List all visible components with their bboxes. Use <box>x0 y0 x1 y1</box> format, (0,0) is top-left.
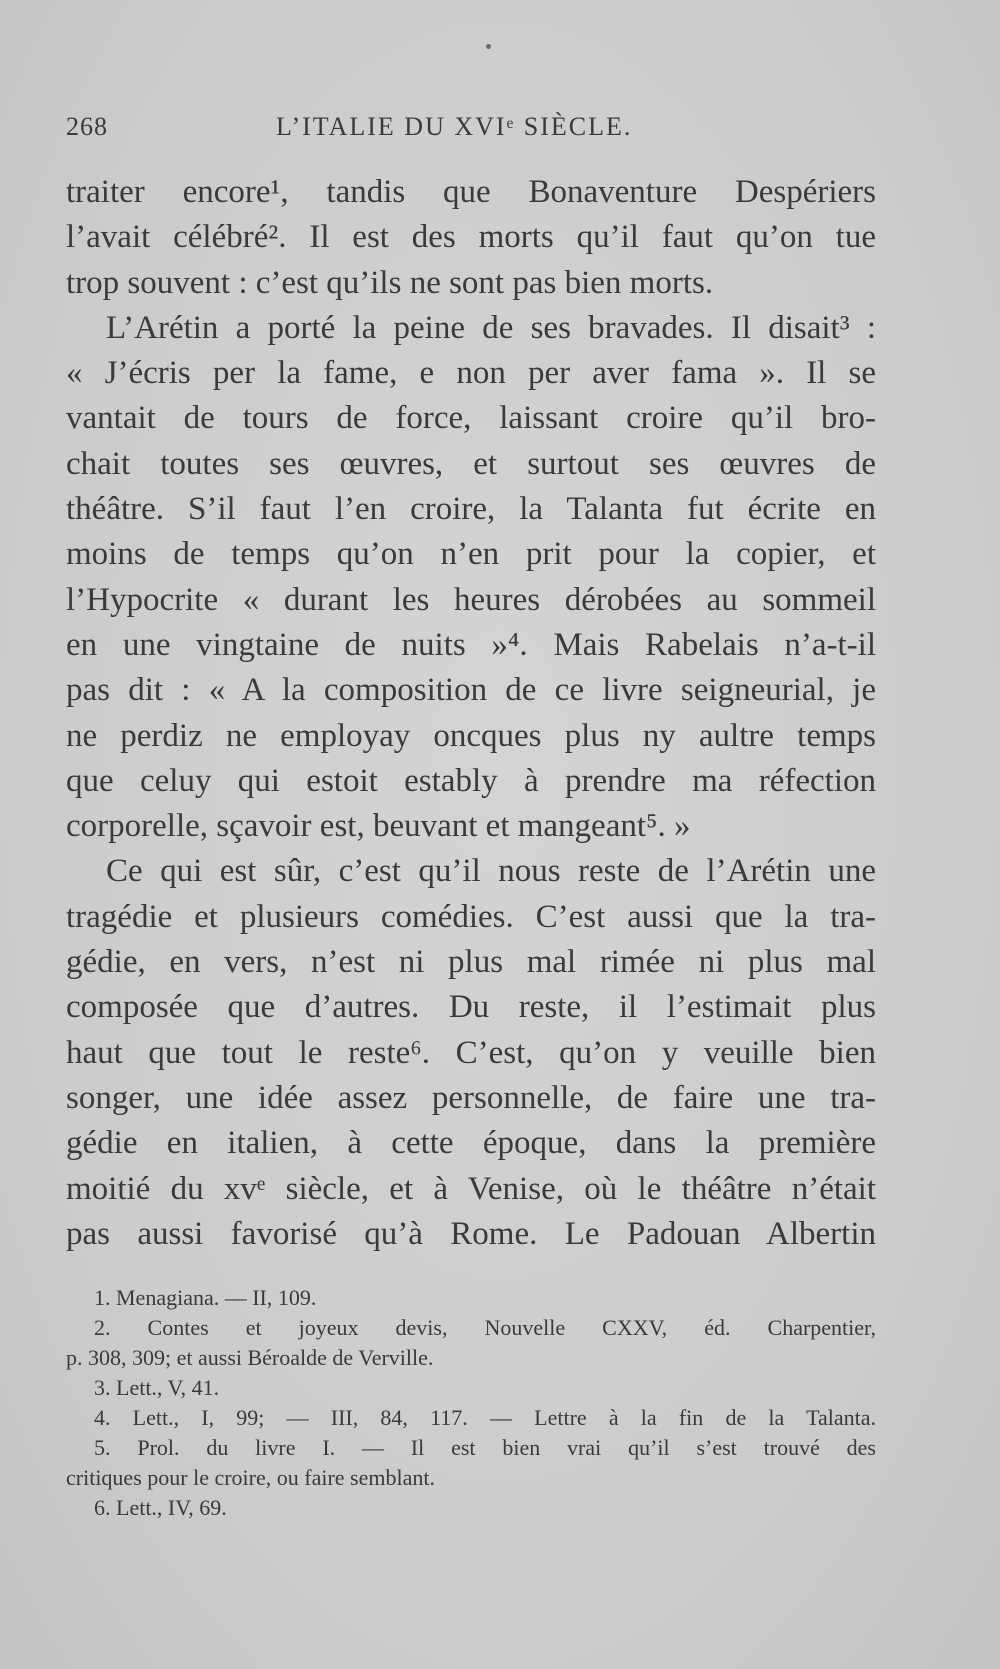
text-line: théâtre. S’il faut l’en croire, la Talanta fut écrite en <box>66 491 876 528</box>
footnote: 6. Lett., IV, 69. <box>94 1495 227 1520</box>
footnote: 1. Menagiana. — II, 109. <box>94 1285 317 1310</box>
text-line: « J’écris per la fame, e non per aver fama ». Il se <box>66 355 876 392</box>
footnote: 3. Lett., V, 41. <box>94 1375 220 1400</box>
footnote: 5. Prol. du livre I. — Il est bien vrai qu’il s’est trouvé des <box>94 1435 876 1460</box>
text-line: que celuy qui estoit estably à prendre ma réfection <box>66 762 876 799</box>
text-line: composée que d’autres. Du reste, il l’estimait plus <box>66 989 876 1026</box>
text-line: chait toutes ses œuvres, et surtout ses œuvres de <box>66 445 876 482</box>
text-line: moitié du xvᵉ siècle, et à Venise, où le théâtre n’était <box>66 1170 876 1207</box>
text-line: gédie en italien, à cette époque, dans la première <box>66 1125 876 1162</box>
text-line: ne perdiz ne employay oncques plus ny aultre temps <box>66 717 876 754</box>
body-text <box>66 170 876 1257</box>
page-number: 268 <box>66 112 108 141</box>
text-line: haut que tout le reste⁶. C’est, qu’on y veuille bien <box>66 1034 876 1071</box>
text-line: l’Hypocrite « durant les heures dérobées au sommeil <box>66 581 876 618</box>
footnotes <box>66 1283 876 1523</box>
running-head: L’ITALIE DU XVIᵉ SIÈCLE. <box>276 112 633 141</box>
text-line: traiter encore¹, tandis que Bonaventure Despériers <box>66 174 876 210</box>
text-line: vantait de tours de force, laissant croire qu’il bro- <box>66 400 876 437</box>
text-line: corporelle, sçavoir est, beuvant et mangeant⁵. » <box>66 808 691 845</box>
text-line: pas aussi favorisé qu’à Rome. Le Padouan Albertin <box>66 1215 876 1252</box>
text-line: Ce qui est sûr, c’est qu’il nous reste de l’Arétin une <box>106 853 876 890</box>
text-line: l’avait célébré². Il est des morts qu’il faut qu’on tue <box>66 219 876 256</box>
text-line: pas dit : « A la composition de ce livre seigneurial, je <box>66 672 876 709</box>
text-line: en une vingtaine de nuits »⁴. Mais Rabelais n’a-t-il <box>66 626 876 663</box>
text-line: L’Arétin a porté la peine de ses bravades. Il disait³ : <box>106 309 876 346</box>
footnote: 2. Contes et joyeux devis, Nouvelle CXXV, éd. Charpentier, <box>94 1315 876 1340</box>
text-line: moins de temps qu’on n’en prit pour la copier, et <box>66 536 876 573</box>
ink-speck <box>486 44 491 49</box>
text-line: tragédie et plusieurs comédies. C’est aussi que la tra- <box>66 898 876 935</box>
text-line: songer, une idée assez personnelle, de faire une tra- <box>66 1079 876 1116</box>
footnote: critiques pour le croire, ou faire semblant. <box>66 1465 435 1490</box>
text-line: gédie, en vers, n’est ni plus mal rimée ni plus mal <box>66 944 876 981</box>
text-line: trop souvent : c’est qu’ils ne sont pas bien morts. <box>66 264 714 301</box>
footnote: 4. Lett., I, 99; — III, 84, 117. — Lettre à la fin de la Talanta. <box>94 1405 876 1430</box>
footnote: p. 308, 309; et aussi Béroalde de Verville. <box>66 1345 434 1370</box>
